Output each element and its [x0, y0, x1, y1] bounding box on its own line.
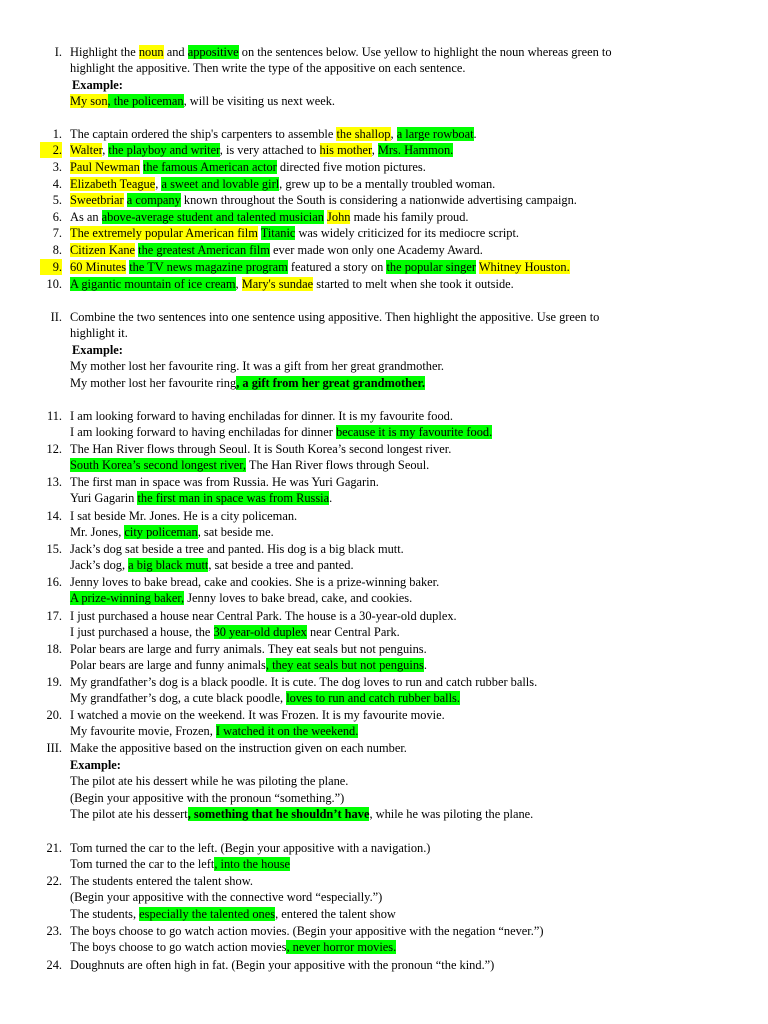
- appositive-highlight: I watched it on the weekend.: [215, 724, 359, 738]
- appositive-highlight: A prize-winning baker,: [70, 591, 185, 605]
- exercise-instruction: The boys choose to go watch action movies. (Begin your appositive with the negation “never.”): [70, 924, 544, 938]
- sentence-text: , grew up to be a mentally troubled woman.: [279, 177, 496, 191]
- item-number: 10.: [46, 277, 62, 291]
- sentence-text: I am looking forward to having enchiladas for dinner: [70, 425, 336, 439]
- item-number: 16.: [46, 575, 62, 589]
- item-number: 22.: [46, 874, 62, 888]
- item-number: 2.: [40, 142, 62, 158]
- appositive-highlight: especially the talented ones: [139, 907, 276, 921]
- appositive-highlight: a company: [126, 193, 181, 207]
- item-number: 9.: [40, 259, 62, 275]
- combined-sentence: [70, 524, 274, 540]
- appositive-highlight: , something that he shouldn’t have: [187, 807, 370, 821]
- exercise-sentence: [70, 209, 469, 225]
- section-numeral: II.: [50, 310, 62, 324]
- sentence-text: Polar bears are large and funny animals: [70, 658, 266, 672]
- sentence-text: , is very attached to: [219, 143, 320, 157]
- sentence-text: The pilot ate his dessert: [70, 807, 188, 821]
- sentence-text: ever made won only one Academy Award.: [269, 243, 483, 257]
- sentence-text: , sat beside me.: [197, 525, 274, 539]
- sentence-text: My grandfather’s dog, a cute black poodle,: [70, 691, 287, 705]
- appositive-highlight: a big black mutt: [128, 558, 209, 572]
- exercise-sentence: [70, 126, 477, 142]
- noun-highlight: Paul Newman: [70, 160, 140, 174]
- example-sentence: [70, 375, 425, 391]
- sentence-text: , while he was piloting the plane.: [369, 807, 534, 821]
- sentence-text: ,: [102, 143, 109, 157]
- noun-highlight: Whitney Houston.: [478, 260, 570, 274]
- answer-sentence: [70, 856, 290, 872]
- sentence-text: ,: [390, 127, 397, 141]
- appositive-highlight: the famous American actor: [142, 160, 277, 174]
- instruction-text: on the sentences below. Use yellow to highlight the noun whereas green to: [238, 45, 612, 59]
- sentence-text: Yuri Gagarin: [70, 491, 138, 505]
- appositive-highlight: a large rowboat: [396, 127, 474, 141]
- noun-highlight: the shallop: [336, 127, 391, 141]
- original-sentences: Jenny loves to bake bread, cake and cookies. She is a prize-winning baker.: [70, 575, 440, 589]
- exercise-sentence: [70, 242, 483, 258]
- item-number: 19.: [46, 675, 62, 689]
- appositive-highlight: because it is my favourite food.: [335, 425, 493, 439]
- appositive-highlight: Mrs. Hammon.: [377, 143, 454, 157]
- original-sentences: My grandfather’s dog is a black poodle. It is cute. The dog loves to run and catch rubber balls.: [70, 675, 538, 689]
- item-number: 20.: [46, 708, 62, 722]
- original-sentences: Polar bears are large and furry animals. They eat seals but not penguins.: [70, 642, 427, 656]
- sentence-text: , entered the talent show: [275, 907, 396, 921]
- section-instruction: Combine the two sentences into one sentence using appositive. Then highlight the appositive. Use green to: [70, 310, 600, 324]
- sentence-text: The boys choose to go watch action movies: [70, 940, 287, 954]
- appositive-highlight: a sweet and lovable girl: [161, 177, 280, 191]
- item-number: 3.: [52, 160, 62, 174]
- original-sentences: I just purchased a house near Central Park. The house is a 30-year-old duplex.: [70, 609, 457, 623]
- noun-highlight: Sweetbriar: [70, 193, 124, 207]
- section-instruction: Make the appositive based on the instruction given on each number.: [70, 741, 407, 755]
- item-number: 13.: [46, 475, 62, 489]
- noun-highlight: Elizabeth Teague: [70, 177, 156, 191]
- combined-sentence: [70, 457, 429, 473]
- appositive-highlight: , the policeman: [107, 94, 184, 108]
- sentence-text: As an: [70, 210, 102, 224]
- appositive-highlight: the playboy and writer: [108, 143, 220, 157]
- example-label: Example:: [70, 758, 121, 772]
- sentence-text: The students,: [70, 907, 140, 921]
- combined-sentence: [70, 424, 492, 440]
- appositive-highlight: A gigantic mountain of ice cream: [70, 277, 236, 291]
- original-sentences: I am looking forward to having enchiladas for dinner. It is my favourite food.: [70, 409, 453, 423]
- combined-sentence: [70, 557, 354, 573]
- item-number: 7.: [52, 226, 62, 240]
- exercise-sentence: [70, 142, 453, 158]
- item-number: 6.: [52, 210, 62, 224]
- noun-highlight: Walter: [70, 143, 103, 157]
- item-number: 17.: [46, 609, 62, 623]
- sentence-text: ,: [371, 143, 378, 157]
- exercise-instruction: Doughnuts are often high in fat. (Begin your appositive with the pronoun “the kind.”): [70, 958, 495, 972]
- example-sentence: The pilot ate his dessert while he was piloting the plane.: [70, 774, 349, 788]
- exercise-sentence: [70, 259, 570, 275]
- item-number: 5.: [52, 193, 62, 207]
- appositive-highlight: the popular singer: [386, 260, 476, 274]
- item-number: 14.: [46, 509, 62, 523]
- noun-highlight: My son: [70, 94, 108, 108]
- item-number: 8.: [52, 243, 62, 257]
- sentence-text: Jenny loves to bake bread, cake, and cookies.: [184, 591, 413, 605]
- sentence-text: ,: [235, 277, 242, 291]
- appositive-highlight: , a gift from her great grandmother.: [236, 376, 426, 390]
- combined-sentence: [70, 490, 332, 506]
- example-label: Example:: [72, 343, 123, 357]
- sentence-text: Mr. Jones,: [70, 525, 125, 539]
- item-number: 15.: [46, 542, 62, 556]
- appositive-highlight: South Korea’s second longest river,: [70, 458, 247, 472]
- item-number: 12.: [46, 442, 62, 456]
- answer-sentence: [70, 906, 396, 922]
- sentence-text: ,: [155, 177, 162, 191]
- combined-sentence: [70, 624, 400, 640]
- combined-sentence: [70, 723, 358, 739]
- noun-highlight: John: [327, 210, 351, 224]
- appositive-highlight: appositive: [187, 45, 239, 59]
- appositive-highlight: 30 year-old duplex: [213, 625, 307, 639]
- appositive-highlight: city policeman: [124, 525, 198, 539]
- combined-sentence: [70, 590, 412, 606]
- exercise-sentence: [70, 276, 514, 292]
- appositive-highlight: the first man in space was from Russia: [137, 491, 330, 505]
- instruction-text: Highlight the: [70, 45, 139, 59]
- original-sentences: I watched a movie on the weekend. It was Frozen. It is my favourite movie.: [70, 708, 445, 722]
- exercise-sentence: [70, 176, 495, 192]
- example-sentence: My mother lost her favourite ring. It was a gift from her great grandmother.: [70, 359, 445, 373]
- sentence-text: Jack’s dog,: [70, 558, 129, 572]
- item-number: 4.: [52, 177, 62, 191]
- sentence-text: made his family proud.: [350, 210, 469, 224]
- noun-highlight: Mary's sundae: [241, 277, 314, 291]
- sentence-text: started to melt when she took it outside.: [313, 277, 514, 291]
- noun-highlight: his mother: [319, 143, 372, 157]
- appositive-highlight: , never horror movies.: [286, 940, 397, 954]
- combined-sentence: [70, 657, 427, 673]
- item-number: 1.: [52, 127, 62, 141]
- appositive-highlight: loves to run and catch rubber balls.: [286, 691, 460, 705]
- sentence-text: The Han River flows through Seoul.: [246, 458, 430, 472]
- appositive-highlight: Titanic: [260, 226, 296, 240]
- appositive-highlight: , they eat seals but not penguins: [265, 658, 424, 672]
- sentence-text: .: [473, 127, 477, 141]
- item-number: 18.: [46, 642, 62, 656]
- exercise-instruction: The students entered the talent show.: [70, 874, 253, 888]
- sentence-text: Tom turned the car to the left: [70, 857, 215, 871]
- section-instruction-cont: highlight the appositive. Then write the type of the appositive on each sentence.: [70, 61, 466, 75]
- example-instruction: (Begin your appositive with the pronoun “something.”): [70, 791, 345, 805]
- noun-highlight: 60 Minutes: [70, 260, 127, 274]
- original-sentences: The Han River flows through Seoul. It is South Korea’s second longest river.: [70, 442, 452, 456]
- exercise-instruction: Tom turned the car to the left. (Begin your appositive with a navigation.): [70, 841, 431, 855]
- original-sentences: Jack’s dog sat beside a tree and panted. His dog is a big black mutt.: [70, 542, 404, 556]
- combined-sentence: [70, 690, 460, 706]
- sentence-text: My favourite movie, Frozen,: [70, 724, 216, 738]
- sentence-text: The captain ordered the ship's carpenters to assemble: [70, 127, 337, 141]
- item-number: 24.: [46, 958, 62, 972]
- example-label: Example:: [72, 78, 123, 92]
- original-sentences: The first man in space was from Russia. He was Yuri Gagarin.: [70, 475, 379, 489]
- sentence-text: was widely criticized for its mediocre script.: [295, 226, 520, 240]
- section-numeral: I.: [54, 45, 62, 59]
- example-sentence: [70, 93, 335, 109]
- sentence-text: My mother lost her favourite ring: [70, 376, 237, 390]
- sentence-text: .: [423, 658, 427, 672]
- sentence-text: I just purchased a house, the: [70, 625, 214, 639]
- sentence-text: near Central Park.: [306, 625, 400, 639]
- sentence-text: known throughout the South is considering a nationwide advertising campaign.: [180, 193, 577, 207]
- noun-highlight: noun: [138, 45, 164, 59]
- exercise-instruction-cont: (Begin your appositive with the connective word “especially.”): [70, 890, 383, 904]
- section-numeral: III.: [46, 741, 62, 755]
- example-sentence: [70, 806, 533, 822]
- instruction-text: and: [163, 45, 188, 59]
- original-sentences: I sat beside Mr. Jones. He is a city policeman.: [70, 509, 298, 523]
- sentence-text: featured a story on: [287, 260, 387, 274]
- item-number: 11.: [46, 409, 62, 423]
- appositive-highlight: , into the house: [214, 857, 291, 871]
- sentence-text: directed five motion pictures.: [276, 160, 426, 174]
- exercise-sentence: [70, 192, 577, 208]
- exercise-sentence: [70, 225, 519, 241]
- appositive-highlight: above-average student and talented musician: [101, 210, 324, 224]
- sentence-text: , will be visiting us next week.: [183, 94, 336, 108]
- noun-highlight: The extremely popular American film: [70, 226, 258, 240]
- item-number: 21.: [46, 841, 62, 855]
- exercise-sentence: [70, 159, 426, 175]
- sentence-text: , sat beside a tree and panted.: [208, 558, 354, 572]
- section-instruction: [70, 44, 612, 60]
- appositive-highlight: the greatest American film: [138, 243, 270, 257]
- answer-sentence: [70, 939, 396, 955]
- noun-highlight: Citizen Kane: [70, 243, 136, 257]
- sentence-text: .: [329, 491, 333, 505]
- item-number: 23.: [46, 924, 62, 938]
- appositive-highlight: the TV news magazine program: [129, 260, 288, 274]
- section-instruction-cont: highlight it.: [70, 326, 128, 340]
